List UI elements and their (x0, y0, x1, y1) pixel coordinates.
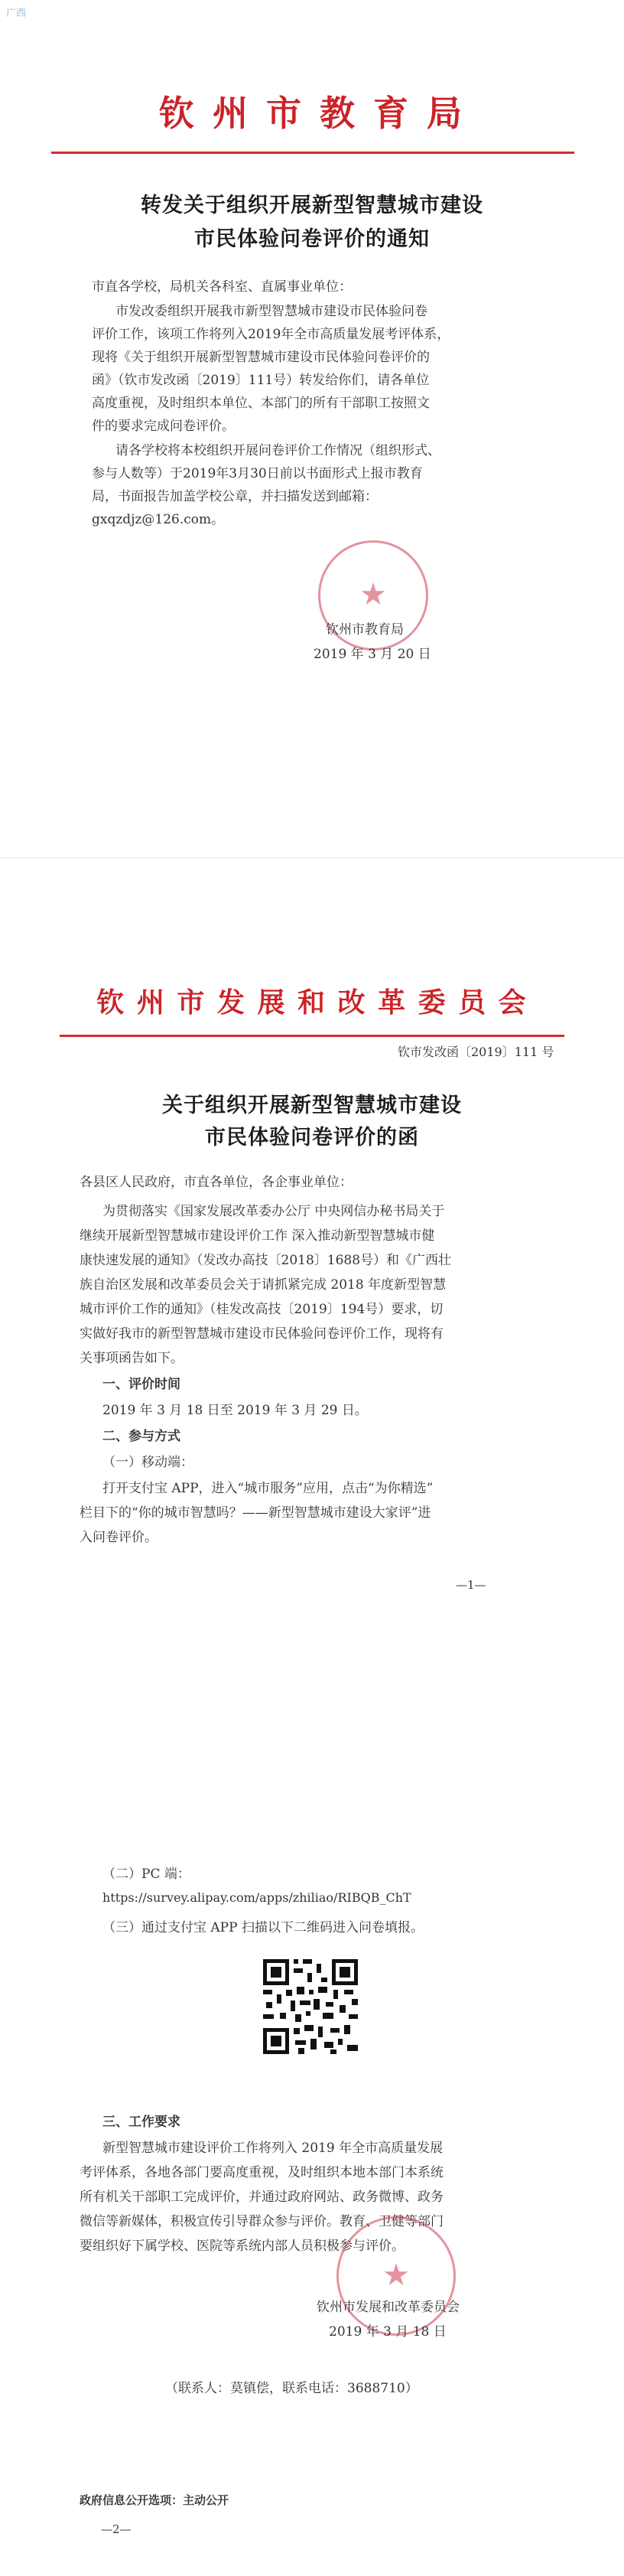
doc1-body-3: 现将《关于组织开展新型智慧城市建设市民体验问卷评价的 (92, 350, 430, 365)
doc1-title-line2: 市民体验问卷评价的通知 (194, 227, 430, 251)
doc2-req-5: 要组织好下属学校、医院等系统内部人员积极参与评价。 (80, 2239, 405, 2254)
doc2-disclosure: 政府信息公开选项：主动公开 (80, 2493, 229, 2507)
doc2-title-line1: 关于组织开展新型智慧城市建设 (162, 1094, 462, 1117)
doc1-body-2: 评价工作，该项工作将列入2019年全市高质量发展考评体系， (92, 327, 450, 342)
doc2-section1-text: 2019 年 3 月 18 日至 2019 年 3 月 29 日。 (102, 1403, 368, 1418)
doc2-header-rule (60, 1035, 564, 1037)
doc2-intro-2: 继续开展新型智慧城市建设评价工作 深入推动新型智慧城市健 (80, 1228, 435, 1244)
doc2-pc-heading: （二）PC 端： (102, 1867, 190, 1882)
corner-tag: 广西 (6, 8, 27, 19)
seal-star-icon: ★ (359, 577, 387, 612)
doc2-doc-number: 钦市发改函〔2019〕111 号 (398, 1045, 554, 1059)
doc2-intro-5: 城市评价工作的通知》（桂发改高技〔2019〕194号）要求，切 (80, 1302, 444, 1317)
doc2-page-number-1: —1— (456, 1578, 486, 1592)
doc2-sign-date: 2019 年 3 月 18 日 (329, 2324, 447, 2340)
doc2-mobile-text-1: 打开支付宝 APP，进入“城市服务”应用，点击“为你精选” (102, 1481, 434, 1496)
doc2-qr-instruction: （三）通过支付宝 APP 扫描以下二维码进入问卷填报。 (102, 1920, 424, 1935)
doc1-salutation: 市直各学校，局机关各科室、直属事业单位： (92, 279, 352, 295)
page-separator (0, 857, 624, 859)
qr-code-image (260, 1956, 361, 2057)
doc2-header: 钦 州 市 发 展 和 改 革 委 员 会 (96, 986, 528, 1019)
doc2-intro-4: 族自治区发展和改革委员会关于请抓紧完成 2018 年度新型智慧 (80, 1277, 447, 1293)
doc1-body-9: 局，书面报告加盖学校公章，并扫描发送到邮箱： (92, 489, 378, 504)
doc1-header: 钦 州 市 教 育 局 (158, 93, 466, 134)
doc2-page-number-2: —2— (101, 2522, 132, 2536)
doc2-req-1: 新型智慧城市建设评价工作将列入 2019 年全市高质量发展 (102, 2141, 444, 2156)
doc2-section1-heading: 一、评价时间 (102, 1377, 180, 1392)
doc1-title-line1: 转发关于组织开展新型智慧城市建设 (141, 194, 483, 217)
doc1-body-6: 件的要求完成问卷评价。 (92, 419, 235, 434)
doc2-sign-org: 钦州市发展和改革委员会 (317, 2300, 460, 2315)
doc1-body-8: 参与人数等）于2019年3月30日前以书面形式上报市教育 (92, 466, 423, 481)
doc2-mobile-text-2: 栏目下的“你的城市智慧吗？——新型智慧城市建设大家评”进 (80, 1505, 431, 1521)
doc2-req-2: 考评体系，各地各部门要高度重视，及时组织本地本部门本系统 (80, 2165, 444, 2180)
doc2-req-3: 所有机关干部职工完成评价，并通过政府网站、政务微博、政务 (80, 2190, 444, 2205)
doc2-req-4: 微信等新媒体，积极宣传引导群众参与评价。教育、卫健等部门 (80, 2214, 444, 2229)
doc1-body-5: 高度重视，及时组织本单位、本部门的所有干部职工按照文 (92, 396, 430, 411)
doc2-intro-1: 为贯彻落实《国家发展改革委办公厅 中央网信办秘书局关于 (102, 1204, 445, 1219)
doc2-survey-url[interactable]: https://survey.alipay.com/apps/zhiliao/RIBQB_ChT (102, 1890, 411, 1905)
doc2-section3-heading: 三、工作要求 (102, 2115, 180, 2130)
doc1-email: gxqzdjz@126.com。 (92, 512, 225, 527)
doc1-sign-org: 钦州市教育局 (326, 622, 404, 637)
doc1-body-1: 市发改委组织开展我市新型智慧城市建设市民体验问卷 (115, 304, 427, 319)
doc1-body-4: 函》（钦市发改函〔2019〕111号）转发给你们，请各单位 (92, 373, 430, 388)
qr-code-icon (260, 1956, 361, 2057)
doc2-title-line2: 市民体验问卷评价的函 (205, 1126, 419, 1149)
doc2-salutation: 各县区人民政府，市直各单位，各企事业单位： (80, 1175, 353, 1190)
doc2-contact: （联系人：莫镇偿，联系电话：3688710） (165, 2381, 418, 2396)
doc2-intro-7: 关事项函告如下。 (80, 1351, 184, 1366)
doc2-mobile-heading: （一）移动端： (102, 1455, 193, 1470)
doc2-intro-6: 实做好我市的新型智慧城市建设市民体验问卷评价工作，现将有 (80, 1326, 444, 1342)
doc2-official-seal (336, 2216, 456, 2336)
doc2-intro-3: 康快速发展的通知》（发改办高技〔2018〕1688号）和《广西壮 (80, 1253, 452, 1268)
doc1-sign-date: 2019 年 3 月 20 日 (314, 647, 431, 662)
seal-star-icon: ★ (382, 2258, 410, 2293)
doc1-header-rule (51, 152, 574, 154)
doc2-section2-heading: 二、参与方式 (102, 1429, 180, 1444)
doc1-body-7: 请各学校将本校组织开展问卷评价工作情况（组织形式、 (115, 443, 440, 458)
doc2-mobile-text-3: 入问卷评价。 (80, 1530, 158, 1545)
